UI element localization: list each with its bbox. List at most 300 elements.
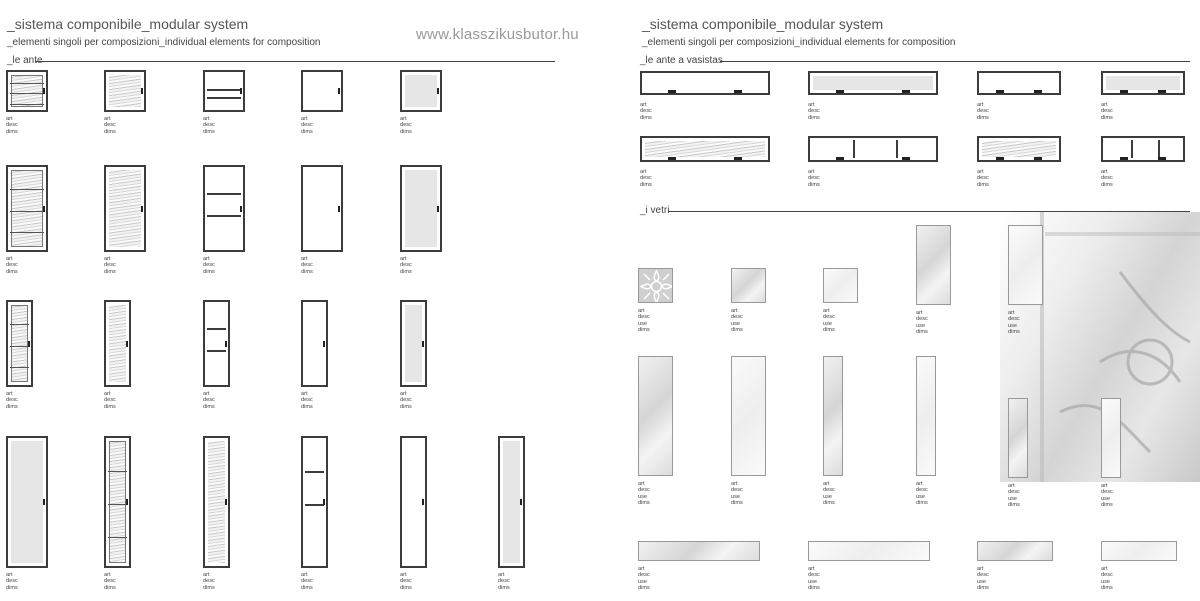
caption-art: art xyxy=(977,169,984,175)
item-caption xyxy=(638,481,650,506)
caption-desc: desc xyxy=(400,262,412,269)
handle-icon xyxy=(43,88,45,94)
caption-use: use xyxy=(731,320,741,327)
handle-icon xyxy=(240,88,242,94)
handle-icon xyxy=(422,499,424,505)
rail-line xyxy=(207,89,241,91)
handle-icon xyxy=(28,341,30,347)
item-caption xyxy=(301,572,313,591)
caption-use: use xyxy=(638,578,648,585)
page-subtitle: _elementi singoli per composizioni_individual elements for composition xyxy=(7,37,321,48)
caption-art: art xyxy=(104,116,111,122)
caption-art: art xyxy=(104,391,111,397)
caption-art: art xyxy=(301,256,308,262)
caption-use: use xyxy=(823,493,833,500)
caption-desc: desc xyxy=(640,108,652,115)
caption-art: art xyxy=(203,256,210,262)
caption-desc: desc xyxy=(1008,489,1020,496)
door-drawing xyxy=(400,165,442,252)
caption-art: art xyxy=(104,572,111,578)
caption-desc: desc xyxy=(6,397,18,404)
caption-dims: dims xyxy=(400,268,412,275)
handle-icon xyxy=(141,206,143,212)
glass-drawing xyxy=(1008,225,1043,305)
rail-line xyxy=(10,104,44,105)
caption-dims: dims xyxy=(6,268,18,275)
caption-art: art xyxy=(1101,566,1108,572)
hinge-icon xyxy=(734,90,742,93)
item-caption xyxy=(6,116,18,135)
caption-art: art xyxy=(640,169,647,175)
section-title-ante: _le ante xyxy=(7,55,43,66)
divider-line xyxy=(1158,140,1160,158)
wood-grain xyxy=(109,305,126,382)
hinge-icon xyxy=(902,157,910,160)
caption-art: art xyxy=(104,256,111,262)
section-rule-vasistas xyxy=(720,61,1190,62)
caption-desc: desc xyxy=(203,578,215,585)
glass-drawing xyxy=(731,356,766,476)
door-drawing xyxy=(104,436,131,568)
item-caption xyxy=(1008,483,1020,508)
vasistas-drawing xyxy=(808,71,938,95)
divider-line xyxy=(896,140,898,158)
caption-desc: desc xyxy=(638,572,650,579)
caption-desc: desc xyxy=(400,397,412,404)
caption-desc: desc xyxy=(203,122,215,129)
rail-line xyxy=(10,367,29,368)
caption-dims: dims xyxy=(1101,584,1113,591)
caption-desc: desc xyxy=(977,175,989,182)
caption-art: art xyxy=(400,256,407,262)
caption-dims: dims xyxy=(1101,501,1113,508)
caption-dims: dims xyxy=(808,584,820,591)
caption-desc: desc xyxy=(638,314,650,321)
caption-dims: dims xyxy=(640,181,652,188)
caption-desc: desc xyxy=(1101,572,1113,579)
vasistas-drawing xyxy=(977,136,1061,162)
glass-drawing xyxy=(1101,541,1177,561)
caption-art: art xyxy=(823,481,830,487)
caption-art: art xyxy=(400,391,407,397)
caption-art: art xyxy=(638,481,645,487)
caption-desc: desc xyxy=(203,397,215,404)
caption-dims: dims xyxy=(823,326,835,333)
caption-desc: desc xyxy=(6,122,18,129)
caption-art: art xyxy=(498,572,505,578)
handle-icon xyxy=(43,206,45,212)
caption-dims: dims xyxy=(638,326,650,333)
section-rule xyxy=(35,61,555,62)
caption-art: art xyxy=(977,566,984,572)
glass-panel xyxy=(813,76,933,90)
item-caption xyxy=(203,116,215,135)
caption-desc: desc xyxy=(498,578,510,585)
rail-line xyxy=(10,93,44,94)
item-caption xyxy=(1101,483,1113,508)
rail-line xyxy=(108,537,127,538)
handle-icon xyxy=(323,341,325,347)
item-caption xyxy=(6,391,18,410)
caption-desc: desc xyxy=(808,108,820,115)
caption-dims: dims xyxy=(104,584,116,591)
caption-desc: desc xyxy=(104,122,116,129)
item-caption xyxy=(640,102,652,121)
caption-dims: dims xyxy=(301,268,313,275)
caption-desc: desc xyxy=(1008,316,1020,323)
door-drawing xyxy=(400,300,427,387)
page-title: _sistema componibile_modular system xyxy=(7,16,249,32)
caption-art: art xyxy=(916,310,923,316)
caption-desc: desc xyxy=(400,122,412,129)
item-caption xyxy=(400,391,412,410)
caption-desc: desc xyxy=(104,397,116,404)
rail-line xyxy=(10,346,29,347)
caption-dims: dims xyxy=(977,584,989,591)
hinge-icon xyxy=(996,157,1004,160)
item-caption xyxy=(301,116,313,135)
caption-art: art xyxy=(203,116,210,122)
door-drawing xyxy=(6,70,48,112)
item-caption xyxy=(1008,310,1020,335)
handle-icon xyxy=(126,499,128,505)
handle-icon xyxy=(225,341,227,347)
caption-use: use xyxy=(916,493,926,500)
caption-art: art xyxy=(808,169,815,175)
item-caption xyxy=(808,566,820,591)
caption-dims: dims xyxy=(400,584,412,591)
caption-desc: desc xyxy=(301,122,313,129)
item-caption xyxy=(640,169,652,188)
caption-desc: desc xyxy=(977,108,989,115)
hinge-icon xyxy=(902,90,910,93)
caption-dims: dims xyxy=(203,403,215,410)
glass-drawing xyxy=(977,541,1053,561)
handle-icon xyxy=(437,206,439,212)
caption-art: art xyxy=(1008,310,1015,316)
right-page xyxy=(600,0,1200,601)
caption-art: art xyxy=(6,572,13,578)
caption-desc: desc xyxy=(808,175,820,182)
caption-art: art xyxy=(1101,102,1108,108)
caption-use: use xyxy=(731,493,741,500)
item-caption xyxy=(638,308,650,333)
section-title-vasistas: _le ante a vasistas xyxy=(640,55,723,66)
item-caption xyxy=(977,566,989,591)
caption-dims: dims xyxy=(916,328,928,335)
caption-use: use xyxy=(638,320,648,327)
caption-desc: desc xyxy=(1101,175,1113,182)
door-drawing xyxy=(104,300,131,387)
caption-desc: desc xyxy=(301,262,313,269)
caption-dims: dims xyxy=(808,181,820,188)
vasistas-drawing xyxy=(808,136,938,162)
hinge-icon xyxy=(734,157,742,160)
caption-art: art xyxy=(640,102,647,108)
glass-drawing xyxy=(638,356,673,476)
glass-drawing xyxy=(916,225,951,305)
caption-dims: dims xyxy=(638,584,650,591)
rail-line xyxy=(10,324,29,325)
item-caption xyxy=(400,256,412,275)
caption-desc: desc xyxy=(638,487,650,494)
door-drawing xyxy=(203,300,230,387)
hinge-icon xyxy=(836,157,844,160)
rail-line xyxy=(207,97,241,99)
caption-art: art xyxy=(731,481,738,487)
item-caption xyxy=(104,256,116,275)
caption-desc: desc xyxy=(400,578,412,585)
caption-dims: dims xyxy=(731,499,743,506)
section-rule-vetri xyxy=(668,211,1190,212)
caption-art: art xyxy=(301,572,308,578)
caption-dims: dims xyxy=(731,326,743,333)
rail-line xyxy=(207,328,226,330)
glass-panel xyxy=(503,441,520,563)
caption-desc: desc xyxy=(203,262,215,269)
caption-desc: desc xyxy=(6,578,18,585)
door-drawing xyxy=(400,70,442,112)
glass-panel xyxy=(1106,76,1180,90)
item-caption xyxy=(6,572,18,591)
caption-desc: desc xyxy=(301,397,313,404)
handle-icon xyxy=(43,499,45,505)
caption-art: art xyxy=(638,566,645,572)
watermark: www.klasszikusbutor.hu xyxy=(416,26,579,43)
caption-dims: dims xyxy=(203,268,215,275)
caption-use: use xyxy=(1008,322,1018,329)
caption-desc: desc xyxy=(916,316,928,323)
handle-icon xyxy=(338,88,340,94)
door-drawing xyxy=(203,70,245,112)
glass-drawing xyxy=(1101,398,1121,478)
caption-dims: dims xyxy=(1101,181,1113,188)
door-drawing xyxy=(203,436,230,568)
caption-desc: desc xyxy=(1101,489,1113,496)
handle-icon xyxy=(338,206,340,212)
divider-line xyxy=(853,140,855,158)
item-caption xyxy=(916,481,928,506)
glass-drawing xyxy=(823,268,858,303)
item-caption xyxy=(1101,102,1113,121)
page-title-right: _sistema componibile_modular system xyxy=(642,16,884,32)
caption-dims: dims xyxy=(498,584,510,591)
hinge-icon xyxy=(668,157,676,160)
caption-art: art xyxy=(638,308,645,314)
inner-panel xyxy=(11,170,43,247)
glass-drawing xyxy=(916,356,936,476)
caption-use: use xyxy=(1008,495,1018,502)
door-drawing xyxy=(203,165,245,252)
handle-icon xyxy=(126,341,128,347)
wood-grain xyxy=(982,141,1056,157)
glass-panel xyxy=(405,305,422,382)
glass-panel xyxy=(11,441,43,563)
item-caption xyxy=(808,169,820,188)
caption-desc: desc xyxy=(6,262,18,269)
flower-pattern-icon xyxy=(639,269,673,303)
caption-art: art xyxy=(808,102,815,108)
door-drawing xyxy=(6,165,48,252)
caption-desc: desc xyxy=(808,572,820,579)
caption-dims: dims xyxy=(6,128,18,135)
item-caption xyxy=(6,256,18,275)
hinge-icon xyxy=(1034,90,1042,93)
caption-dims: dims xyxy=(977,114,989,121)
item-caption xyxy=(203,391,215,410)
hinge-icon xyxy=(1120,157,1128,160)
glass-drawing xyxy=(638,541,760,561)
glass-drawing xyxy=(731,268,766,303)
handle-icon xyxy=(437,88,439,94)
caption-art: art xyxy=(400,116,407,122)
glass-drawing xyxy=(823,356,843,476)
item-caption xyxy=(808,102,820,121)
rail-line xyxy=(207,215,241,217)
caption-desc: desc xyxy=(731,487,743,494)
door-drawing xyxy=(6,436,48,568)
item-caption xyxy=(1101,566,1113,591)
item-caption xyxy=(400,116,412,135)
handle-icon xyxy=(422,341,424,347)
item-caption xyxy=(823,308,835,333)
caption-use: use xyxy=(638,493,648,500)
rail-line xyxy=(108,504,127,505)
caption-dims: dims xyxy=(640,114,652,121)
caption-dims: dims xyxy=(301,403,313,410)
caption-art: art xyxy=(301,391,308,397)
caption-dims: dims xyxy=(977,181,989,188)
glass-drawing xyxy=(638,268,673,303)
rail-line xyxy=(207,350,226,352)
caption-dims: dims xyxy=(104,268,116,275)
door-drawing xyxy=(301,165,343,252)
glass-panel xyxy=(405,170,437,247)
door-drawing xyxy=(6,300,33,387)
caption-art: art xyxy=(977,102,984,108)
hinge-icon xyxy=(1158,157,1166,160)
caption-desc: desc xyxy=(823,314,835,321)
caption-art: art xyxy=(731,308,738,314)
page-subtitle-right: _elementi singoli per composizioni_individual elements for composition xyxy=(642,37,956,48)
vasistas-drawing xyxy=(640,71,770,95)
handle-icon xyxy=(225,499,227,505)
glass-drawing xyxy=(1008,398,1028,478)
caption-dims: dims xyxy=(301,128,313,135)
caption-desc: desc xyxy=(104,578,116,585)
item-caption xyxy=(731,481,743,506)
caption-desc: desc xyxy=(977,572,989,579)
vasistas-drawing xyxy=(640,136,770,162)
item-caption xyxy=(498,572,510,591)
caption-desc: desc xyxy=(731,314,743,321)
caption-desc: desc xyxy=(1101,108,1113,115)
caption-dims: dims xyxy=(916,499,928,506)
rail-line xyxy=(305,471,324,473)
inner-panel xyxy=(11,305,28,382)
vasistas-drawing xyxy=(1101,71,1185,95)
caption-art: art xyxy=(1101,483,1108,489)
caption-use: use xyxy=(1101,578,1111,585)
caption-dims: dims xyxy=(104,128,116,135)
caption-art: art xyxy=(203,572,210,578)
door-drawing xyxy=(498,436,525,568)
caption-use: use xyxy=(823,320,833,327)
caption-dims: dims xyxy=(104,403,116,410)
caption-dims: dims xyxy=(6,403,18,410)
item-caption xyxy=(916,310,928,335)
caption-art: art xyxy=(6,256,13,262)
caption-art: art xyxy=(203,391,210,397)
caption-art: art xyxy=(823,308,830,314)
rail-line xyxy=(10,189,44,190)
caption-art: art xyxy=(916,481,923,487)
item-caption xyxy=(203,256,215,275)
rail-line xyxy=(108,471,127,472)
caption-dims: dims xyxy=(638,499,650,506)
item-caption xyxy=(823,481,835,506)
caption-art: art xyxy=(6,391,13,397)
wood-grain xyxy=(645,141,765,157)
item-caption xyxy=(1101,169,1113,188)
rail-line xyxy=(207,193,241,195)
rail-line xyxy=(10,83,44,84)
hinge-icon xyxy=(1034,157,1042,160)
vasistas-drawing xyxy=(977,71,1061,95)
caption-dims: dims xyxy=(1101,114,1113,121)
caption-use: use xyxy=(1101,495,1111,502)
item-caption xyxy=(301,256,313,275)
caption-desc: desc xyxy=(301,578,313,585)
item-caption xyxy=(731,308,743,333)
wood-grain xyxy=(109,170,141,247)
door-drawing xyxy=(104,165,146,252)
handle-icon xyxy=(323,499,325,505)
caption-dims: dims xyxy=(203,128,215,135)
wood-grain xyxy=(208,441,225,563)
section-title-vetri: _i vetri xyxy=(640,205,670,216)
inner-panel xyxy=(11,75,43,107)
caption-dims: dims xyxy=(808,114,820,121)
item-caption xyxy=(301,391,313,410)
caption-dims: dims xyxy=(400,128,412,135)
hinge-icon xyxy=(668,90,676,93)
item-caption xyxy=(638,566,650,591)
divider-line xyxy=(1131,140,1133,158)
caption-dims: dims xyxy=(823,499,835,506)
caption-dims: dims xyxy=(400,403,412,410)
caption-desc: desc xyxy=(916,487,928,494)
item-caption xyxy=(400,572,412,591)
caption-dims: dims xyxy=(301,584,313,591)
glass-panel xyxy=(405,75,437,107)
caption-art: art xyxy=(1008,483,1015,489)
caption-art: art xyxy=(808,566,815,572)
glass-drawing xyxy=(808,541,930,561)
caption-dims: dims xyxy=(6,584,18,591)
caption-dims: dims xyxy=(1008,501,1020,508)
caption-desc: desc xyxy=(104,262,116,269)
hinge-icon xyxy=(836,90,844,93)
caption-desc: desc xyxy=(640,175,652,182)
caption-dims: dims xyxy=(1008,328,1020,335)
caption-art: art xyxy=(6,116,13,122)
caption-dims: dims xyxy=(203,584,215,591)
item-caption xyxy=(104,572,116,591)
caption-use: use xyxy=(808,578,818,585)
inner-panel xyxy=(109,441,126,563)
door-drawing xyxy=(301,70,343,112)
